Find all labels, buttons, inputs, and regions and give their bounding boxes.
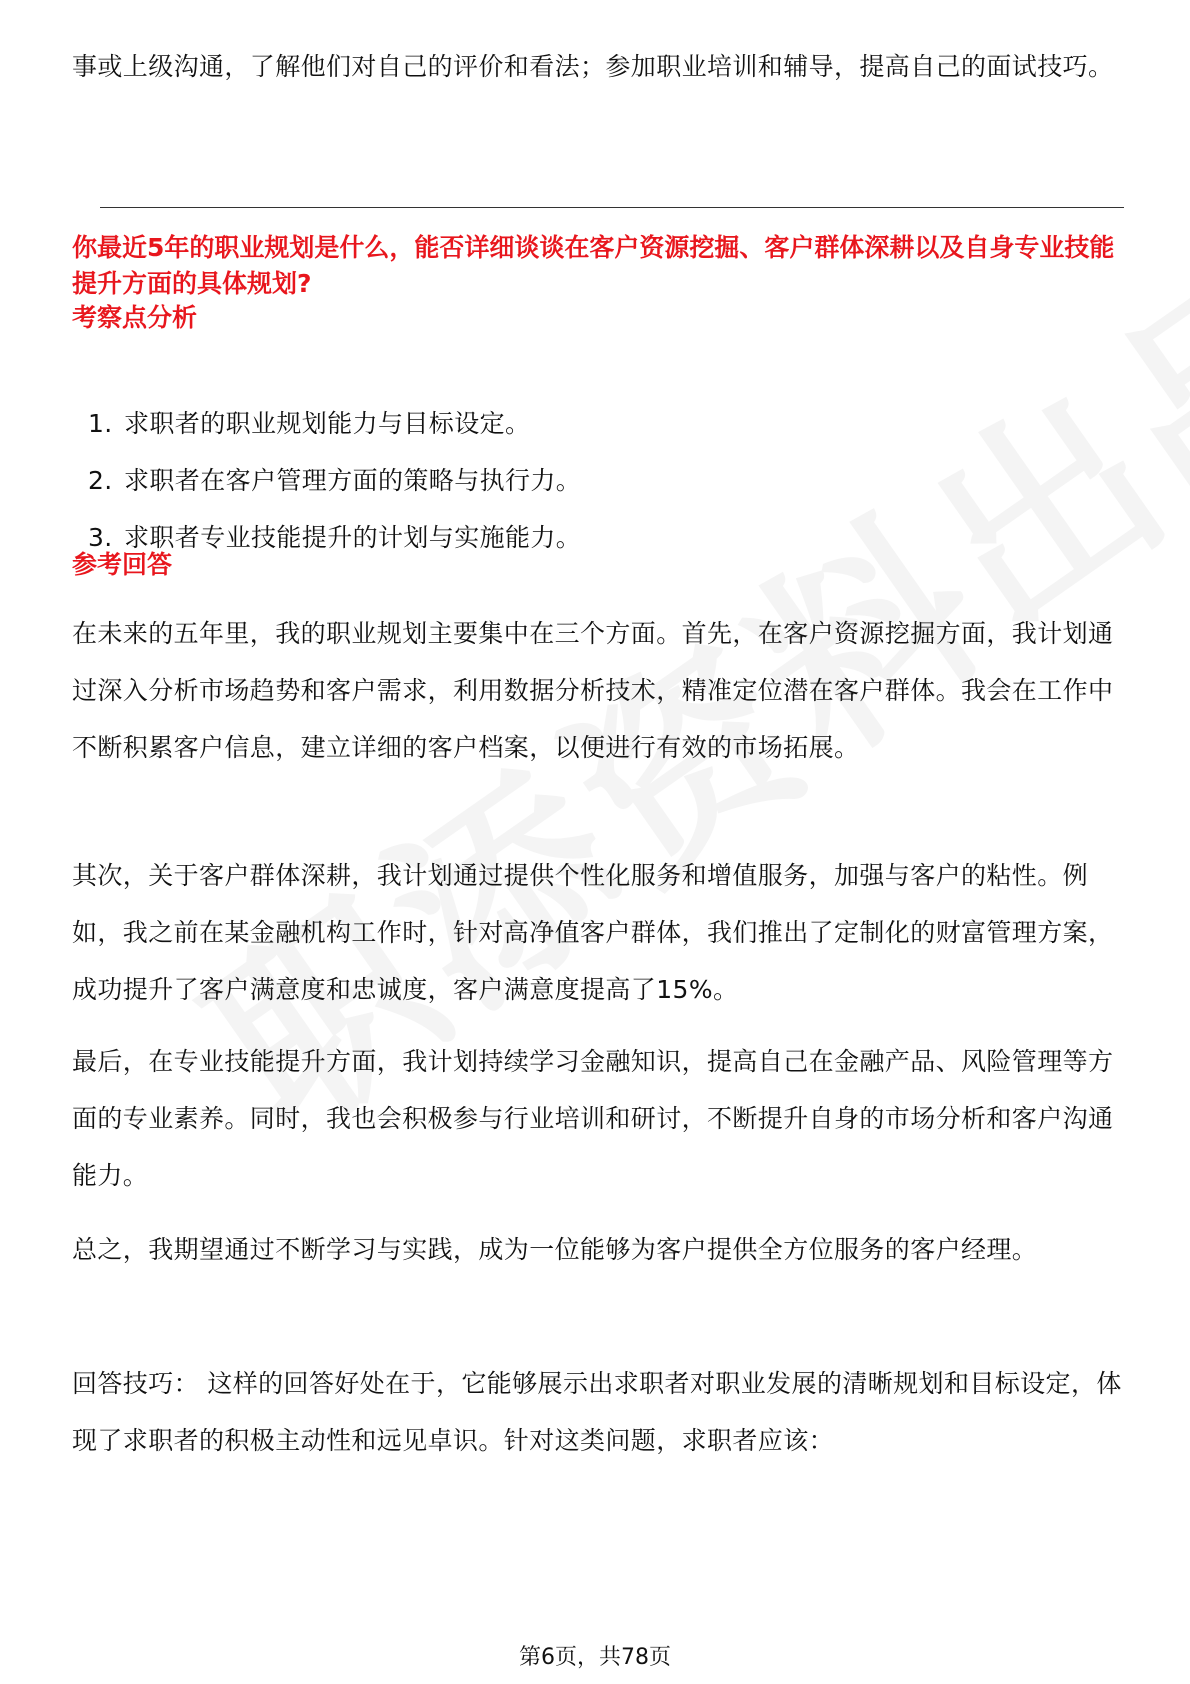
question-heading: 你最近5年的职业规划是什么，能否详细谈谈在客户资源挖掘、客户群体深耕以及自身专业技能提升方面的具体规划? <box>72 233 1115 298</box>
intro-paragraph: 事或上级沟通，了解他们对自己的评价和看法；参加职业培训和辅导，提高自己的面试技巧。 <box>72 52 1114 81</box>
list-item: 1. 求职者的职业规划能力与目标设定。 <box>88 409 531 438</box>
answer-paragraph: 总之，我期望通过不断学习与实践，成为一位能够为客户提供全方位服务的客户经理。 <box>72 1235 1038 1264</box>
list-item: 3. 求职者专业技能提升的计划与实施能力。 <box>88 523 582 552</box>
divider <box>100 207 1124 208</box>
answer-paragraph: 在未来的五年里，我的职业规划主要集中在三个方面。首先，在客户资源挖掘方面，我计划通过深入分析市场趋势和客户需求，利用数据分析技术，精准定位潜在客户群体。我会在工作中不断积累客户信息，建立详细的客户档案，以便进行有效的市场拓展。 <box>72 619 1114 762</box>
tips-paragraph: 回答技巧： 这样的回答好处在于，它能够展示出求职者对职业发展的清晰规划和目标设定，体现了求职者的积极主动性和远见卓识。针对这类问题，求职者应该： <box>72 1369 1122 1455</box>
analysis-list <box>88 395 581 566</box>
answer-paragraph: 其次，关于客户群体深耕，我计划通过提供个性化服务和增值服务，加强与客户的粘性。例如，我之前在某金融机构工作时，针对高净值客户群体，我们推出了定制化的财富管理方案，成功提升了客户满意度和忠诚度，客户满意度提高了15%。 <box>72 861 1114 1004</box>
answer-heading: 参考回答 <box>72 550 173 579</box>
page-number: 第6页，共78页 <box>519 1645 671 1670</box>
answer-paragraph: 最后，在专业技能提升方面，我计划持续学习金融知识，提高自己在金融产品、风险管理等方面的专业素养。同时，我也会积极参与行业培训和研讨，不断提升自身的市场分析和客户沟通能力。 <box>72 1047 1114 1190</box>
analysis-heading: 考察点分析 <box>72 303 198 332</box>
list-item: 2. 求职者在客户管理方面的策略与执行力。 <box>88 466 582 495</box>
